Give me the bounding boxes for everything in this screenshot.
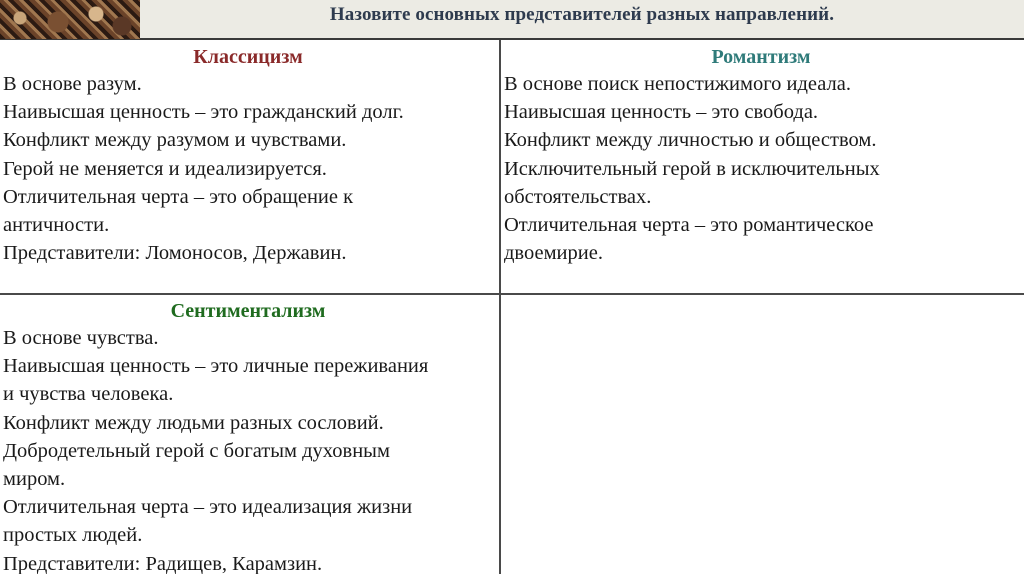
cell-heading-classicism: Классицизм: [193, 46, 303, 68]
text-line: Исключительный герой в исключительных: [504, 157, 880, 180]
cell-heading-romanticism: Романтизм: [711, 46, 811, 68]
text-line: Отличительная черта – это обращение к: [3, 185, 354, 208]
page-title: Назовите основных представителей разных направлений.: [329, 4, 835, 25]
cell-romanticism: [501, 42, 1024, 267]
text-line: Отличительная черта – это идеализация жизни: [3, 496, 413, 519]
text-line: Наивысшая ценность – это гражданский долг.: [3, 101, 404, 124]
text-line: Наивысшая ценность – это личные переживания: [3, 355, 429, 378]
text-line: В основе разум.: [3, 73, 142, 95]
text-line: В основе чувства.: [3, 327, 159, 349]
text-line: простых людей.: [3, 524, 143, 547]
cell-body-romanticism: [504, 70, 1018, 267]
text-line: Представители: Радищев, Карамзин.: [3, 552, 323, 574]
text-line: Добродетельный герой с богатым духовным: [3, 439, 390, 462]
text-line: Конфликт между разумом и чувствами.: [3, 129, 347, 152]
text-line: двоемирие.: [504, 242, 603, 265]
text-line: и чувства человека.: [3, 383, 174, 406]
cell-empty: [501, 296, 1024, 574]
cell-sentimentalism: [0, 296, 499, 574]
cell-heading-sentimentalism: Сентиментализм: [170, 300, 326, 322]
cell-classicism: [0, 42, 499, 267]
text-line: Конфликт между личностью и обществом.: [504, 129, 877, 152]
text-line: Наивысшая ценность – это свобода.: [504, 101, 819, 124]
text-line: В основе поиск непостижимого идеала.: [504, 73, 851, 95]
text-line: Отличительная черта – это романтическое: [504, 214, 874, 237]
text-line: обстоятельствах.: [504, 185, 652, 208]
cell-body-sentimentalism: [3, 324, 493, 574]
text-line: Конфликт между людьми разных сословий.: [3, 411, 384, 434]
cell-body-classicism: [3, 70, 493, 267]
slide-header: [0, 0, 1024, 40]
text-line: античности.: [3, 214, 110, 237]
table-horizontal-divider: [0, 293, 1024, 295]
text-line: миром.: [3, 468, 66, 491]
text-line: Герой не меняется и идеализируется.: [3, 157, 327, 180]
decorative-ornament-image: [0, 0, 140, 39]
text-line: Представители: Ломоносов, Державин.: [3, 242, 347, 265]
